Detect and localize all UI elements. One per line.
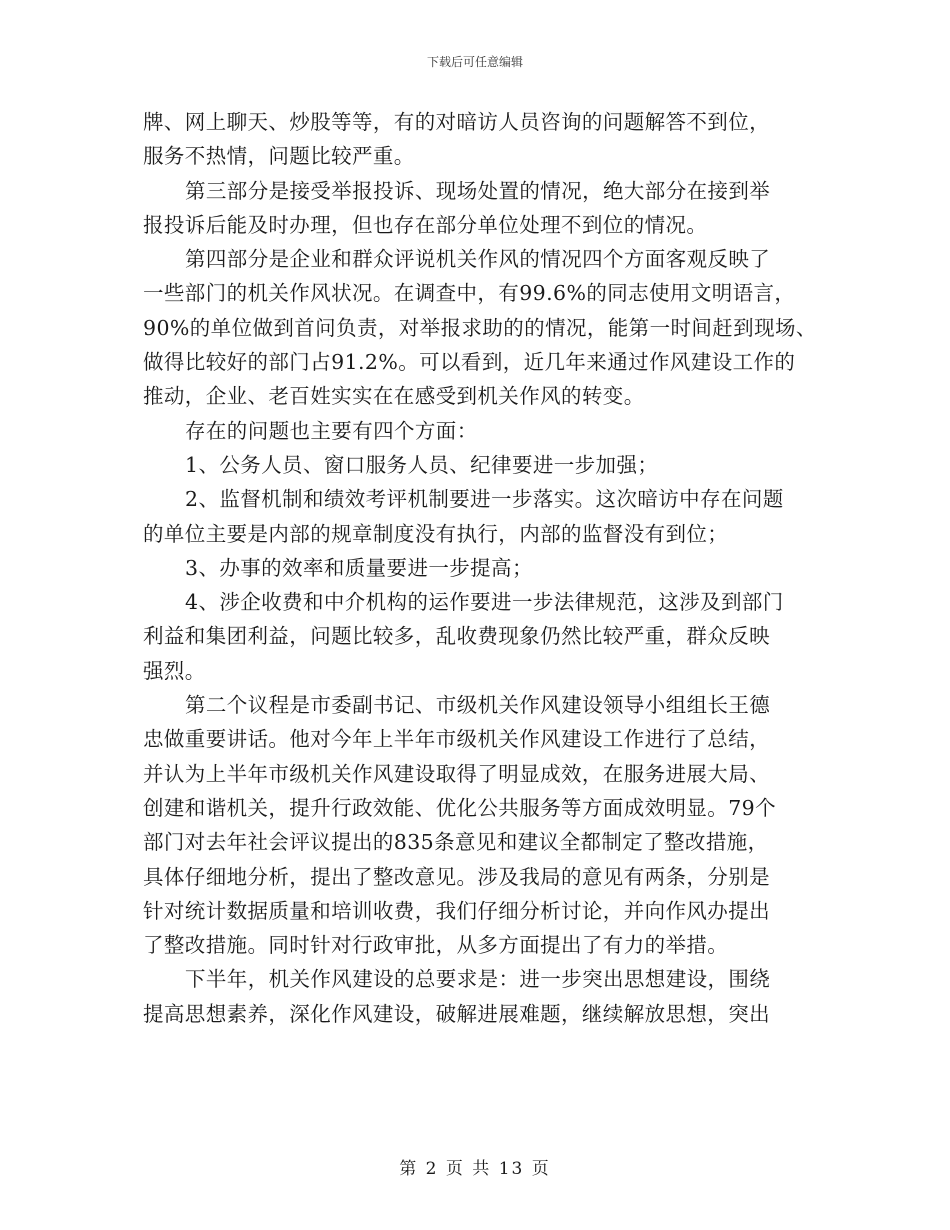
text-line: 报投诉后能及时办理，但也存在部分单位处理不到位的情况。: [143, 212, 708, 237]
text-line: 第二个议程是市委副书记、市级机关作风建设领导小组组长王德: [185, 693, 771, 718]
text-line: 牌、网上聊天、炒股等等，有的对暗访人员咨询的问题解答不到位，: [143, 110, 770, 134]
text-line: 2、监督机制和绩效考评机制要进一步落实。这次暗访中存在问题: [185, 487, 784, 512]
text-line: 存在的问题也主要有四个方面：: [185, 418, 478, 443]
text-line: 创建和谐机关，提升行政效能、优化公共服务等方面成效明显。79个: [143, 795, 776, 820]
text-line: 的单位主要是内部的规章制度没有执行，内部的监督没有到位；: [143, 521, 729, 546]
text-line: 推动，企业、老百姓实实在在感受到机关作风的转变。: [143, 384, 645, 409]
text-line: 下半年，机关作风建设的总要求是：进一步突出思想建设，围绕: [185, 967, 771, 992]
text-line: 强烈。: [143, 658, 206, 683]
text-line: 第四部分是企业和群众评说机关作风的情况四个方面客观反映了: [185, 247, 771, 272]
text-line: 利益和集团利益，问题比较多，乱收费现象仍然比较严重，群众反映: [143, 624, 770, 649]
text-line: 具体仔细地分析，提出了整改意见。涉及我局的意见有两条，分别是: [143, 864, 770, 889]
text-line: 做得比较好的部门占91.2%。可以看到，近几年来通过作风建设工作的: [143, 350, 796, 375]
text-line: 1、公务人员、窗口服务人员、纪律要进一步加强；: [185, 452, 659, 477]
text-line: 部门对去年社会评议提出的835条意见和建议全都制定了整改措施，: [143, 830, 769, 855]
text-line: 了整改措施。同时针对行政审批，从多方面提出了有力的举措。: [143, 933, 729, 958]
page-header: 下载后可任意编辑: [426, 55, 523, 69]
text-line: 忠做重要讲话。他对今年上半年市级机关作风建设工作进行了总结，: [143, 727, 770, 752]
text-line: 90%的单位做到首问负责，对举报求助的的情况，能第一时间赶到现场、: [143, 315, 817, 340]
text-line: 一些部门的机关作风状况。在调查中，有99.6%的同志使用文明语言，: [143, 281, 796, 306]
page-footer: 第 2 页 共 13 页: [399, 1159, 551, 1179]
text-line: 3、办事的效率和质量要进一步提高；: [185, 555, 533, 580]
text-line: 并认为上半年市级机关作风建设取得了明显成效，在服务进展大局、: [143, 761, 770, 786]
text-line: 第三部分是接受举报投诉、现场处置的情况，绝大部分在接到举: [185, 178, 771, 203]
text-line: 4、涉企收费和中介机构的运作要进一步法律规范，这涉及到部门: [185, 590, 784, 615]
document-body: [143, 105, 817, 1031]
text-line: 服务不热情，问题比较严重。: [143, 144, 415, 169]
text-line: 针对统计数据质量和培训收费，我们仔细分析讨论，并向作风办提出: [143, 898, 770, 923]
text-line: 提高思想素养，深化作风建设，破解进展难题，继续解放思想，突出: [143, 1001, 770, 1026]
